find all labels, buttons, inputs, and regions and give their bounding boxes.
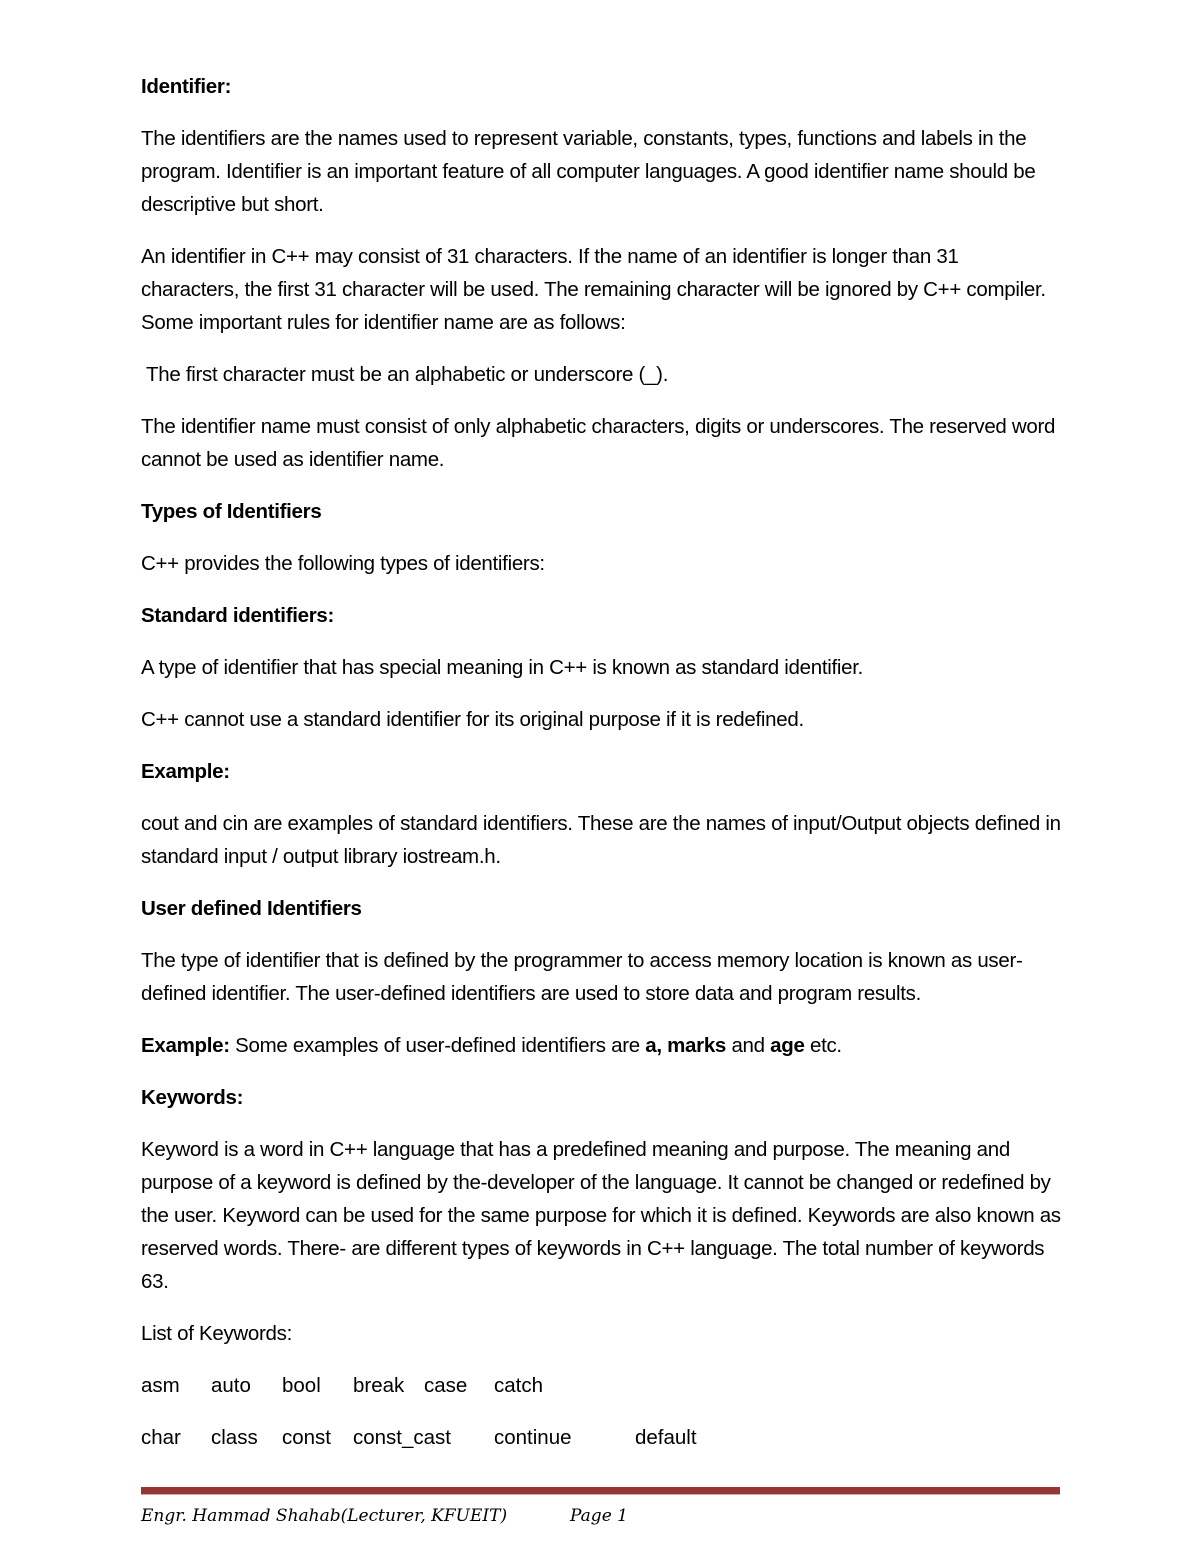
paragraph-rule-characters: The identifier name must consist of only alphabetic characters, digits or underscores. The reserved word cannot be used as identifier name. bbox=[141, 415, 1056, 471]
heading-user-defined-identifiers: User defined Identifiers bbox=[141, 897, 362, 920]
paragraph-standard-definition: A type of identifier that has special meaning in C++ is known as standard identifier. bbox=[141, 656, 864, 679]
keyword-item: break bbox=[353, 1374, 405, 1397]
keyword-item: default bbox=[635, 1426, 697, 1449]
heading-types-of-identifiers: Types of Identifiers bbox=[141, 500, 322, 523]
heading-example-standard: Example: bbox=[141, 760, 230, 783]
keyword-item: catch bbox=[494, 1374, 543, 1397]
keyword-item: const_cast bbox=[353, 1426, 451, 1449]
keyword-row-2 bbox=[141, 1421, 1061, 1454]
keyword-item: continue bbox=[494, 1426, 572, 1449]
keyword-item: auto bbox=[211, 1374, 251, 1397]
example-identifiers-bold: a, marks bbox=[645, 1034, 727, 1057]
keyword-item: char bbox=[141, 1426, 181, 1449]
page-footer bbox=[141, 1503, 628, 1529]
heading-identifier: Identifier: bbox=[141, 75, 232, 98]
paragraph-identifier-length: An identifier in C++ may consist of 31 characters. If the name of an identifier is longer than 31 characters, the first 31 character will be used. The remaining character will be ignored by C++ compiler. Some important rules for identifier name are as follows: bbox=[141, 245, 1046, 334]
paragraph-user-defined-example bbox=[141, 1029, 1061, 1062]
keyword-item: class bbox=[211, 1426, 258, 1449]
heading-keywords: Keywords: bbox=[141, 1086, 244, 1109]
keyword-item: case bbox=[424, 1374, 468, 1397]
paragraph-user-defined-definition: The type of identifier that is defined by the programmer to access memory location is known as user-defined identifier. The user-defined identifiers are used to store data and program results. bbox=[141, 949, 1023, 1005]
paragraph-keywords-definition: Keyword is a word in C++ language that has a predefined meaning and purpose. The meaning and purpose of a keyword is defined by the-developer of the language. It cannot be changed or redefined by the user. Keyword can be used for the same purpose for which it is defined. Keywords are also known as reserved words. There- are different types of keywords in C++ language. The total number of keywords 63. bbox=[141, 1138, 1061, 1293]
paragraph-rule-first-char: The first character must be an alphabetic or underscore (_). bbox=[146, 363, 669, 386]
example-text: and bbox=[726, 1034, 771, 1057]
keyword-item: bool bbox=[282, 1374, 321, 1397]
paragraph-standard-example: cout and cin are examples of standard identifiers. These are the names of input/Output objects defined in standard input / output library iostream.h. bbox=[141, 812, 1061, 868]
paragraph-types-intro: C++ provides the following types of identifiers: bbox=[141, 552, 545, 575]
keyword-item: const bbox=[282, 1426, 331, 1449]
document-body bbox=[141, 70, 1061, 1473]
example-text: etc. bbox=[804, 1034, 842, 1057]
keyword-row-1 bbox=[141, 1369, 1061, 1402]
example-text: Some examples of user-defined identifiers are bbox=[229, 1034, 646, 1057]
footer-author: Engr. Hammad Shahab(Lecturer, KFUEIT) bbox=[141, 1506, 508, 1526]
paragraph-standard-redefined: C++ cannot use a standard identifier for its original purpose if it is redefined. bbox=[141, 708, 804, 731]
example-identifier-age: age bbox=[770, 1034, 805, 1057]
keyword-item: asm bbox=[141, 1374, 180, 1397]
footer-rule bbox=[141, 1487, 1060, 1495]
footer-page-number: Page 1 bbox=[570, 1506, 628, 1526]
list-of-keywords-title: List of Keywords: bbox=[141, 1322, 292, 1345]
example-label: Example: bbox=[141, 1034, 230, 1057]
heading-standard-identifiers: Standard identifiers: bbox=[141, 604, 335, 627]
paragraph-identifier-definition: The identifiers are the names used to represent variable, constants, types, functions and labels in the program. Identifier is an important feature of all computer languages. A good identifier name should be descriptive but short. bbox=[141, 127, 1036, 216]
